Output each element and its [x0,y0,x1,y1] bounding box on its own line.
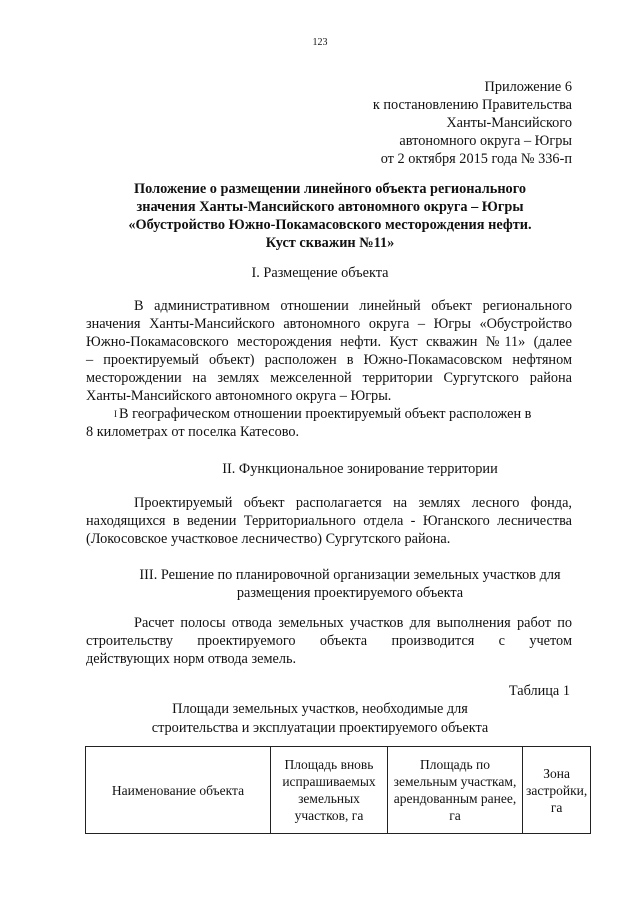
title-line: Куст скважин №11» [265,235,395,251]
section-heading-1: I. Размещение объекта [251,265,389,281]
table-header-cell: Площадь по земельным участкам, арендованным ранее, га [388,747,523,834]
paragraph-line [86,405,572,423]
paragraph-line: 8 километрах от поселка Катесово. [86,424,300,440]
appendix-line: к постановлению Правительства [372,97,572,113]
paragraph-line: Проектируемый объект располагается на землях лесного фонда, [134,495,572,511]
paragraph-line: значения Ханты-Мансийского автономного округа – Югры «Обустройство [86,316,572,332]
paragraph-line: находящихся в ведении Территориального отдела - Юганского лесничества [86,513,572,529]
appendix-block [272,78,572,168]
table-header-row [86,747,591,834]
paragraph-geography [86,405,572,441]
caption-line: строительства и эксплуатации проектируемого объекта [151,720,489,736]
paragraph-line: Ханты-Мансийского автономного округа – Югры. [86,388,392,404]
appendix-line: автономного округа – Югры [399,133,572,149]
paragraph-line: – проектируемый объект) расположен в Южно-Покамасовском нефтяном [86,352,572,368]
title-line: Положение о размещении линейного объекта регионального [133,181,526,197]
heading-line: III. Решение по планировочной организации земельных участков для [139,567,561,583]
appendix-line: от 2 октября 2015 года № 336-п [380,151,572,167]
table-header-cell: Зона застройки, га [523,747,591,834]
paragraph-line: действующих норм отвода земель. [86,651,297,667]
paragraph-text: В географическом отношении проектируемый объект расположен в [119,406,532,422]
appendix-line: Ханты-Мансийского [446,115,572,131]
page-number: 123 [312,37,328,48]
paragraph-line: строительству проектируемого объекта производится с учетом [86,633,572,649]
appendix-line: Приложение 6 [484,79,572,95]
paragraph-line: (Локосовское участковое лесничество) Сургутского района. [86,531,451,547]
table-label: Таблица 1 [508,683,570,699]
heading-line: размещения проектируемого объекта [236,585,464,601]
paragraph-line: месторождении на землях межселенной территории Сургутского района [86,370,572,386]
title-line: значения Ханты-Мансийского автономного округа – Югры [136,199,524,215]
table-caption [70,700,570,738]
paragraph-location [86,297,572,405]
land-area-table [85,746,591,834]
table-header-cell: Площадь вновь испрашиваемых земельных участков, га [271,747,388,834]
paragraph-line: Расчет полосы отвода земельных участков для выполнения работ по [134,615,572,631]
document-title [100,180,560,252]
section-heading-2: II. Функциональное зонирование территории [222,461,498,477]
title-line: «Обустройство Южно-Покамасовского месторождения нефти. [128,217,532,233]
paragraph-calculation [86,614,572,668]
paragraph-line: Южно-Покамасовского месторождения нефти. Куст скважин №11» (далее [86,334,572,350]
table-header-cell: Наименование объекта [86,747,271,834]
section-heading-3 [100,566,600,602]
paragraph-zoning [86,494,572,548]
caption-line: Площади земельных участков, необходимые для [172,701,468,717]
margin-marker: I [114,409,117,419]
paragraph-line: В административном отношении линейный объект регионального [134,298,572,314]
